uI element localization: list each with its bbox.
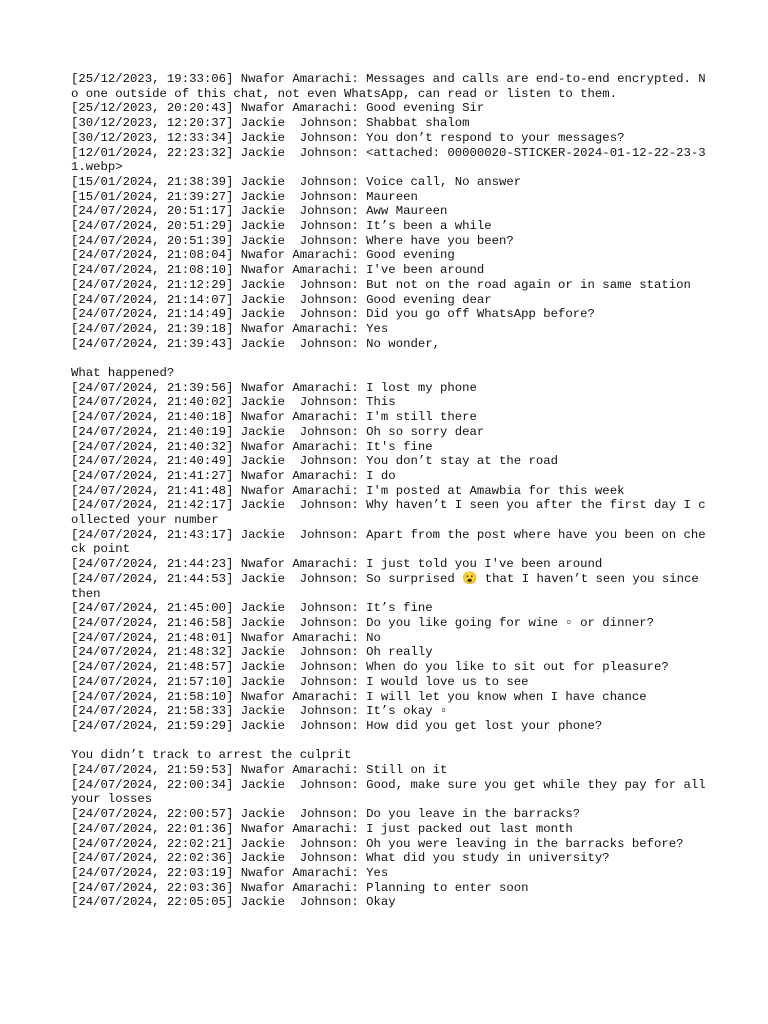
message-line: [24/07/2024, 22:02:21] Jackie Johnson: Oh you were leaving in the barracks before? — [71, 836, 684, 851]
message-line: [25/12/2023, 19:33:06] Nwafor Amarachi: Messages and calls are end-to-end encrypted. No one outside of this chat, not even WhatsApp, can read or listen to them. — [71, 72, 706, 101]
message-line: [24/07/2024, 20:51:29] Jackie Johnson: It’s been a while — [71, 219, 492, 234]
message-line: [24/07/2024, 21:44:23] Nwafor Amarachi: I just told you I've been around — [71, 557, 603, 572]
message-line: [24/07/2024, 21:48:32] Jackie Johnson: Oh really — [71, 645, 433, 660]
message-line: [24/07/2024, 22:02:36] Jackie Johnson: What did you study in university? — [71, 851, 610, 866]
message-line: [24/07/2024, 21:59:29] Jackie Johnson: How did you get lost your phone? — [71, 718, 603, 733]
message-line: [15/01/2024, 21:39:27] Jackie Johnson: Maureen — [71, 189, 418, 204]
message-line: [24/07/2024, 21:40:18] Nwafor Amarachi: I'm still there — [71, 410, 477, 425]
message-line: [24/07/2024, 21:39:56] Nwafor Amarachi: I lost my phone — [71, 380, 477, 395]
message-line: [24/07/2024, 21:45:00] Jackie Johnson: It’s fine — [71, 601, 433, 616]
blank-line — [71, 351, 711, 366]
message-line: [24/07/2024, 21:57:10] Jackie Johnson: I would love us to see — [71, 674, 529, 689]
message-line: [25/12/2023, 20:20:43] Nwafor Amarachi: Good evening Sir — [71, 101, 485, 116]
message-line: [24/07/2024, 21:48:57] Jackie Johnson: When do you like to sit out for pleasure? — [71, 660, 669, 675]
message-line: [24/07/2024, 21:42:17] Jackie Johnson: Why haven’t I seen you after the first day I collected your number — [71, 498, 706, 528]
message-line: [24/07/2024, 22:03:19] Nwafor Amarachi: Yes — [71, 865, 389, 880]
message-line: [24/07/2024, 21:41:27] Nwafor Amarachi: I do — [71, 468, 396, 483]
message-line: [24/07/2024, 21:39:18] Nwafor Amarachi: Yes — [71, 321, 389, 336]
message-line: [24/07/2024, 21:48:01] Nwafor Amarachi: No — [71, 630, 381, 645]
message-line: [24/07/2024, 21:41:48] Nwafor Amarachi: I'm posted at Amawbia for this week — [71, 483, 625, 498]
message-line: [24/07/2024, 22:05:05] Jackie Johnson: Okay — [71, 895, 396, 910]
message-line: [24/07/2024, 21:08:10] Nwafor Amarachi: I've been around — [71, 263, 485, 278]
message-line: [24/07/2024, 22:00:57] Jackie Johnson: Do you leave in the barracks? — [71, 807, 581, 822]
message-line: [24/07/2024, 21:12:29] Jackie Johnson: But not on the road again or in same station — [71, 277, 691, 292]
message-line: [30/12/2023, 12:20:37] Jackie Johnson: Shabbat shalom — [71, 116, 470, 131]
message-line: [24/07/2024, 22:00:34] Jackie Johnson: Good, make sure you get while they pay for all your losses — [71, 777, 714, 807]
message-line: You didn’t track to arrest the culprit — [71, 748, 352, 763]
message-line: [12/01/2024, 22:23:32] Jackie Johnson: <attached: 00000020-STICKER-2024-01-12-22-23-31.webp> — [71, 145, 706, 175]
message-line: [24/07/2024, 21:43:17] Jackie Johnson: Apart from the post where have you been on check point — [71, 527, 706, 557]
message-line: [24/07/2024, 20:51:17] Jackie Johnson: Aww Maureen — [71, 204, 448, 219]
message-line: [24/07/2024, 21:44:53] Jackie Johnson: So surprised 😮 that I haven’t seen you since then — [71, 571, 707, 601]
message-line: [24/07/2024, 21:46:58] Jackie Johnson: Do you like going for wine ▫ or dinner? — [71, 616, 654, 630]
message-line: [24/07/2024, 21:58:33] Jackie Johnson: It’s okay ▫ — [71, 704, 448, 719]
message-line: [24/07/2024, 21:14:07] Jackie Johnson: Good evening dear — [71, 292, 492, 307]
message-line: What happened? — [71, 366, 175, 381]
message-line: [24/07/2024, 22:01:36] Nwafor Amarachi: I just packed out last month — [71, 821, 573, 836]
chat-transcript — [71, 72, 714, 910]
message-line: [24/07/2024, 21:58:10] Nwafor Amarachi: I will let you know when I have chance — [71, 689, 647, 704]
blank-line — [71, 734, 711, 749]
message-line: [24/07/2024, 21:59:53] Nwafor Amarachi: Still on it — [71, 763, 448, 778]
message-line: [30/12/2023, 12:33:34] Jackie Johnson: You don’t respond to your messages? — [71, 130, 625, 145]
message-line: [24/07/2024, 21:39:43] Jackie Johnson: No wonder, — [71, 336, 440, 351]
message-line: [15/01/2024, 21:38:39] Jackie Johnson: Voice call, No answer — [71, 174, 522, 189]
message-line: [24/07/2024, 21:14:49] Jackie Johnson: Did you go off WhatsApp before? — [71, 307, 595, 322]
message-line: [24/07/2024, 21:08:04] Nwafor Amarachi: Good evening — [71, 248, 455, 263]
message-line: [24/07/2024, 22:03:36] Nwafor Amarachi: Planning to enter soon — [71, 880, 529, 895]
message-line: [24/07/2024, 21:40:02] Jackie Johnson: This — [71, 395, 396, 410]
message-line: [24/07/2024, 21:40:19] Jackie Johnson: Oh so sorry dear — [71, 424, 485, 439]
message-line: [24/07/2024, 21:40:32] Nwafor Amarachi: It's fine — [71, 439, 433, 454]
message-line: [24/07/2024, 21:40:49] Jackie Johnson: You don’t stay at the road — [71, 454, 559, 469]
message-line: [24/07/2024, 20:51:39] Jackie Johnson: Where have you been? — [71, 233, 514, 248]
